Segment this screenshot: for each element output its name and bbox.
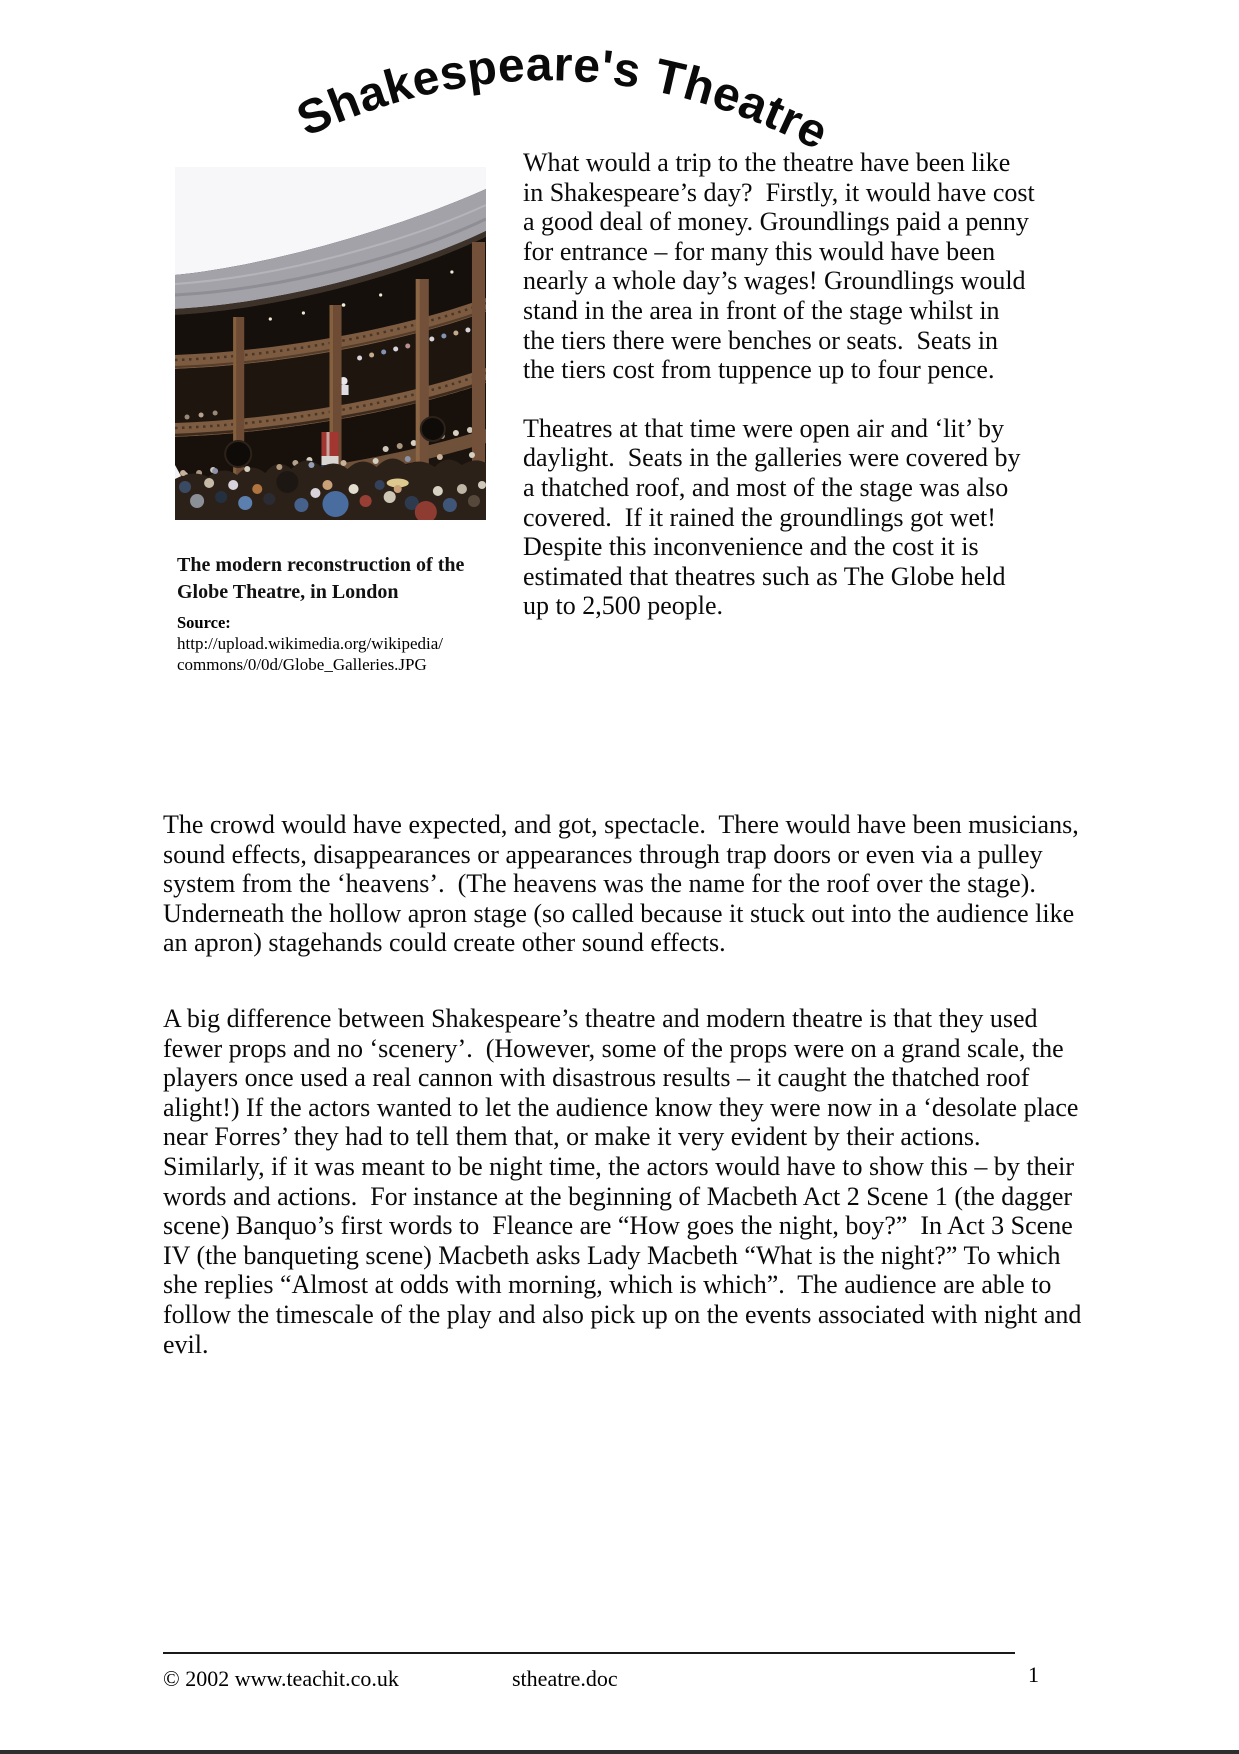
page-title: Shakespeare's Theatre — [289, 38, 837, 161]
figure-caption-block — [177, 552, 507, 675]
footer-divider — [163, 1652, 1015, 1654]
body-text-block — [163, 810, 1091, 1359]
intro-paragraph-1: What would a trip to the theatre have been like in Shakespeare’s day? Firstly, it would have cost a good deal of money. Groundlings paid a penny for entrance – for many this would have been nearly a whole day’s wages! Groundlings would stand in the area in front of the stage whilst in the tiers there were benches or seats. Seats in the tiers cost from tuppence up to four pence. — [523, 148, 1042, 385]
globe-theatre-photo — [175, 167, 486, 520]
intro-column — [523, 148, 1042, 621]
intro-paragraph-2: Theatres at that time were open air and ‘lit’ by daylight. Seats in the galleries were covered by a thatched roof, and most of the stage was also covered. If it rained the groundlings got wet! Despite this inconvenience and the cost it is estimated that theatres such as The Globe held up to 2,500 people. — [523, 413, 1027, 621]
figure-caption-line1: The modern reconstruction of the — [177, 554, 465, 576]
figure-source-url-line1: http://upload.wikimedia.org/wikipedia/ — [177, 634, 443, 653]
scan-bottom-edge — [0, 1750, 1239, 1754]
figure-source-url-line2: commons/0/0d/Globe_Galleries.JPG — [177, 655, 427, 674]
figure-source-label: Source: — [177, 613, 231, 632]
svg-text:Shakespeare's Theatre — [289, 38, 836, 160]
footer-page-number: 1 — [1028, 1662, 1039, 1687]
body-paragraph-2: A big difference between Shakespeare’s theatre and modern theatre is that they used fewer props and no ‘scenery’. (However, some of the props were on a grand scale, the players once used a real cannon with disastrous results – it caught the thatched roof alight!) If the actors wanted to let the audience know they were now in a ‘desolate place near Forres’ they had to tell them that, or make it very evident by their actions. Similarly, if it was meant to be night time, the actors would have to show this – by their words and actions. For instance at the beginning of Macbeth Act 2 Scene 1 (the dagger scene) Banquo’s first words to Fleance are “How goes the night, boy?” In Act 3 Scene IV (the banqueting scene) Macbeth asks Lady Macbeth “What is the night?” To which she replies “Almost at odds with morning, which is which”. The audience are able to follow the timescale of the play and also pick up on the events associated with night and evil. — [163, 1003, 1088, 1359]
footer-filename: stheatre.doc — [512, 1666, 618, 1691]
body-paragraph-1: The crowd would have expected, and got, spectacle. There would have been musicians, sound effects, disappearances or appearances through trap doors or even via a pulley system from the ‘heavens’. (The heavens was the name for the roof over the stage). Underneath the hollow apron stage (so called because it stuck out into the audience like an apron) stagehands could create other sound effects. — [163, 810, 1086, 958]
footer-copyright: © 2002 www.teachit.co.uk — [163, 1666, 399, 1691]
figure-caption-line2: Globe Theatre, in London — [177, 581, 399, 603]
